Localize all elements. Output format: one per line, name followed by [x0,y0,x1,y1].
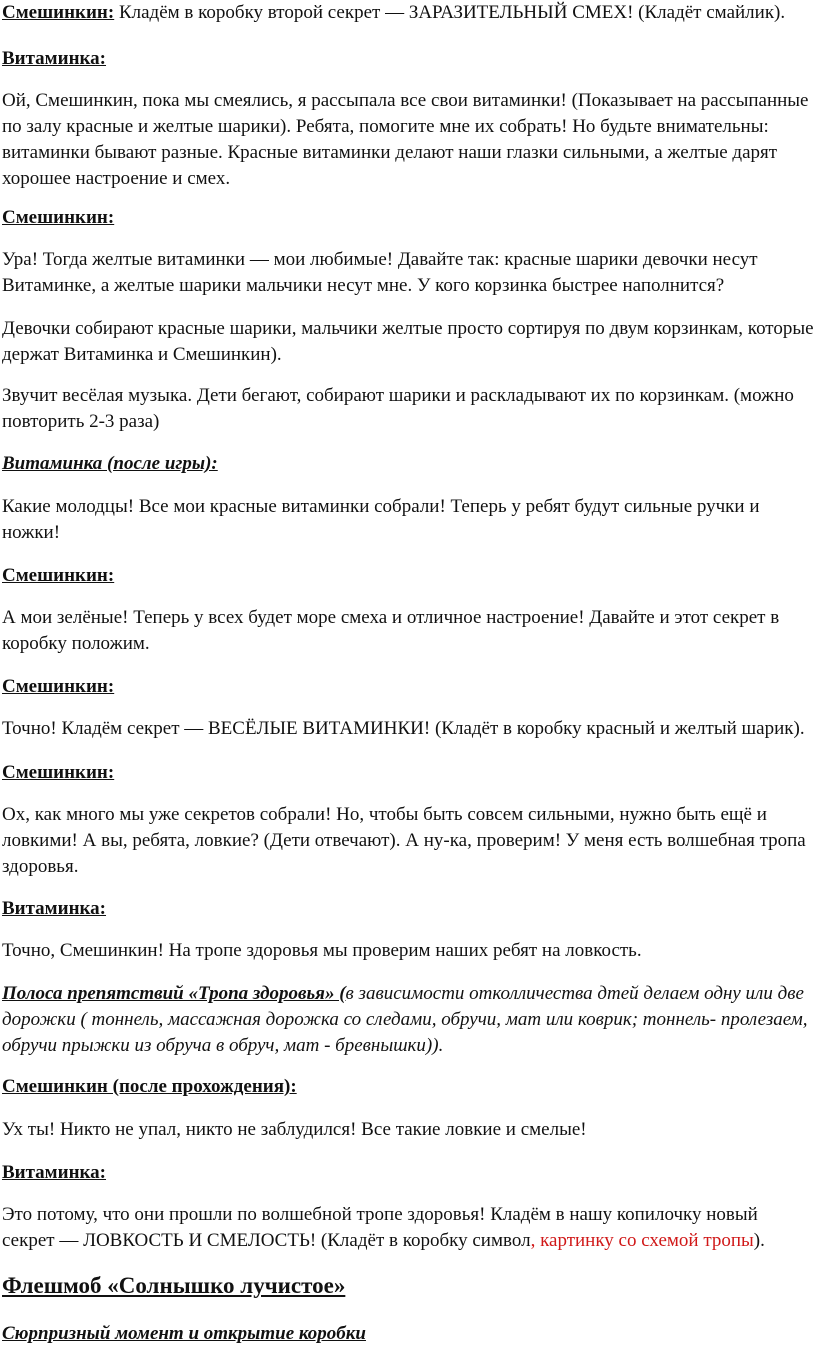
paragraph-4: Девочки собирают красные шарики, мальчики желтые просто сортируя по двум корзинкам, которые держат Витаминка и Смешинкин). [2,318,814,365]
obstacle-course-title: Полоса препятствий «Тропа здоровья» ( [2,983,346,1004]
speaker-vitaminka-after-game: Витаминка (после игры): [2,453,218,474]
speaker-smeshinkin: Смешинкин: [2,676,115,697]
red-highlight-text: , картинку со схемой тропы [530,1230,754,1251]
paragraph-8: Точно! Кладём секрет — ВЕСЁЛЫЕ ВИТАМИНКИ! (Кладёт в коробку красный и желтый шарик). [2,718,805,739]
paragraph-7: А мои зелёные! Теперь у всех будет море смеха и отличное настроение! Давайте и этот секрет в коробку положим. [2,607,780,654]
paragraph-text: Кладём в коробку второй секрет — ЗАРАЗИТЕЛЬНЫЙ СМЕХ! (Кладёт смайлик). [114,2,786,23]
speaker-vitaminka: Витаминка: [2,1162,107,1183]
speaker-vitaminka: Витаминка: [2,898,107,919]
paragraph-9: Ох, как много мы уже секретов собрали! Но, чтобы быть совсем сильными, нужно быть ещё и ловкими! А вы, ребята, ловкие? (Дети отвечают). А ну-ка, проверим! У меня есть волшебная тропа здоровья. [2,804,806,877]
speaker-smeshinkin: Смешинкин: [2,565,115,586]
speaker-smeshinkin: Смешинкин: [2,207,115,228]
paragraph-5: Звучит весёлая музыка. Дети бегают, собирают шарики и раскладывают их по корзинкам. (можно повторить 2-3 раза) [2,385,794,432]
paragraph-6: Какие молодцы! Все мои красные витаминки собрали! Теперь у ребят будут сильные ручки и ножки! [2,496,760,543]
paragraph-13 [2,1202,814,1254]
paragraph-text: Это потому, что они прошли по волшебной тропе здоровья! Кладём в нашу копилочку новый секрет — ЛОВКОСТЬ И СМЕЛОСТЬ! (Кладёт в коробку символ [2,1204,758,1251]
speaker-label: Смешинкин: [2,2,115,23]
paragraph-text-end: ). [753,1230,765,1251]
section-heading: Флешмоб «Солнышко лучистое» [2,1273,346,1298]
paragraph-10: Точно, Смешинкин! На тропе здоровья мы проверим наших ребят на ловкость. [2,940,642,961]
section-subheading: Сюрпризный момент и открытие коробки [2,1323,366,1344]
obstacle-course-text: в зависимости отколличества дтей делаем одну или две дорожки ( тоннель, массажная дорожка со следами, обручи, мат или коврик; тоннель- пролезаем, обручи прыжки из обруча в обруч, мат - бревнышки)). [2,983,808,1056]
speaker-vitaminka: Витаминка: [2,48,107,69]
paragraph-11 [2,981,814,1059]
paragraph-2: Ой, Смешинкин, пока мы смеялись, я рассыпала все свои витаминки! (Показывает на рассыпанные по залу красные и желтые шарики). Ребята, помогите мне их собрать! Но будьте внимательны: витаминки бывают разные. Красные витаминки делают наши глазки сильными, а желтые дарят хорошее настроение и смех. [2,90,809,189]
paragraph-3: Ура! Тогда желтые витаминки — мои любимые! Давайте так: красные шарики девочки несут Витаминке, а желтые шарики мальчики несут мне. У кого корзинка быстрее наполнится? [2,249,758,296]
paragraph-12: Ух ты! Никто не упал, никто не заблудился! Все такие ловкие и смелые! [2,1119,587,1140]
speaker-smeshinkin: Смешинкин: [2,762,115,783]
speaker-smeshinkin-after: Смешинкин (после прохождения): [2,1076,297,1097]
paragraph-1 [2,0,814,26]
